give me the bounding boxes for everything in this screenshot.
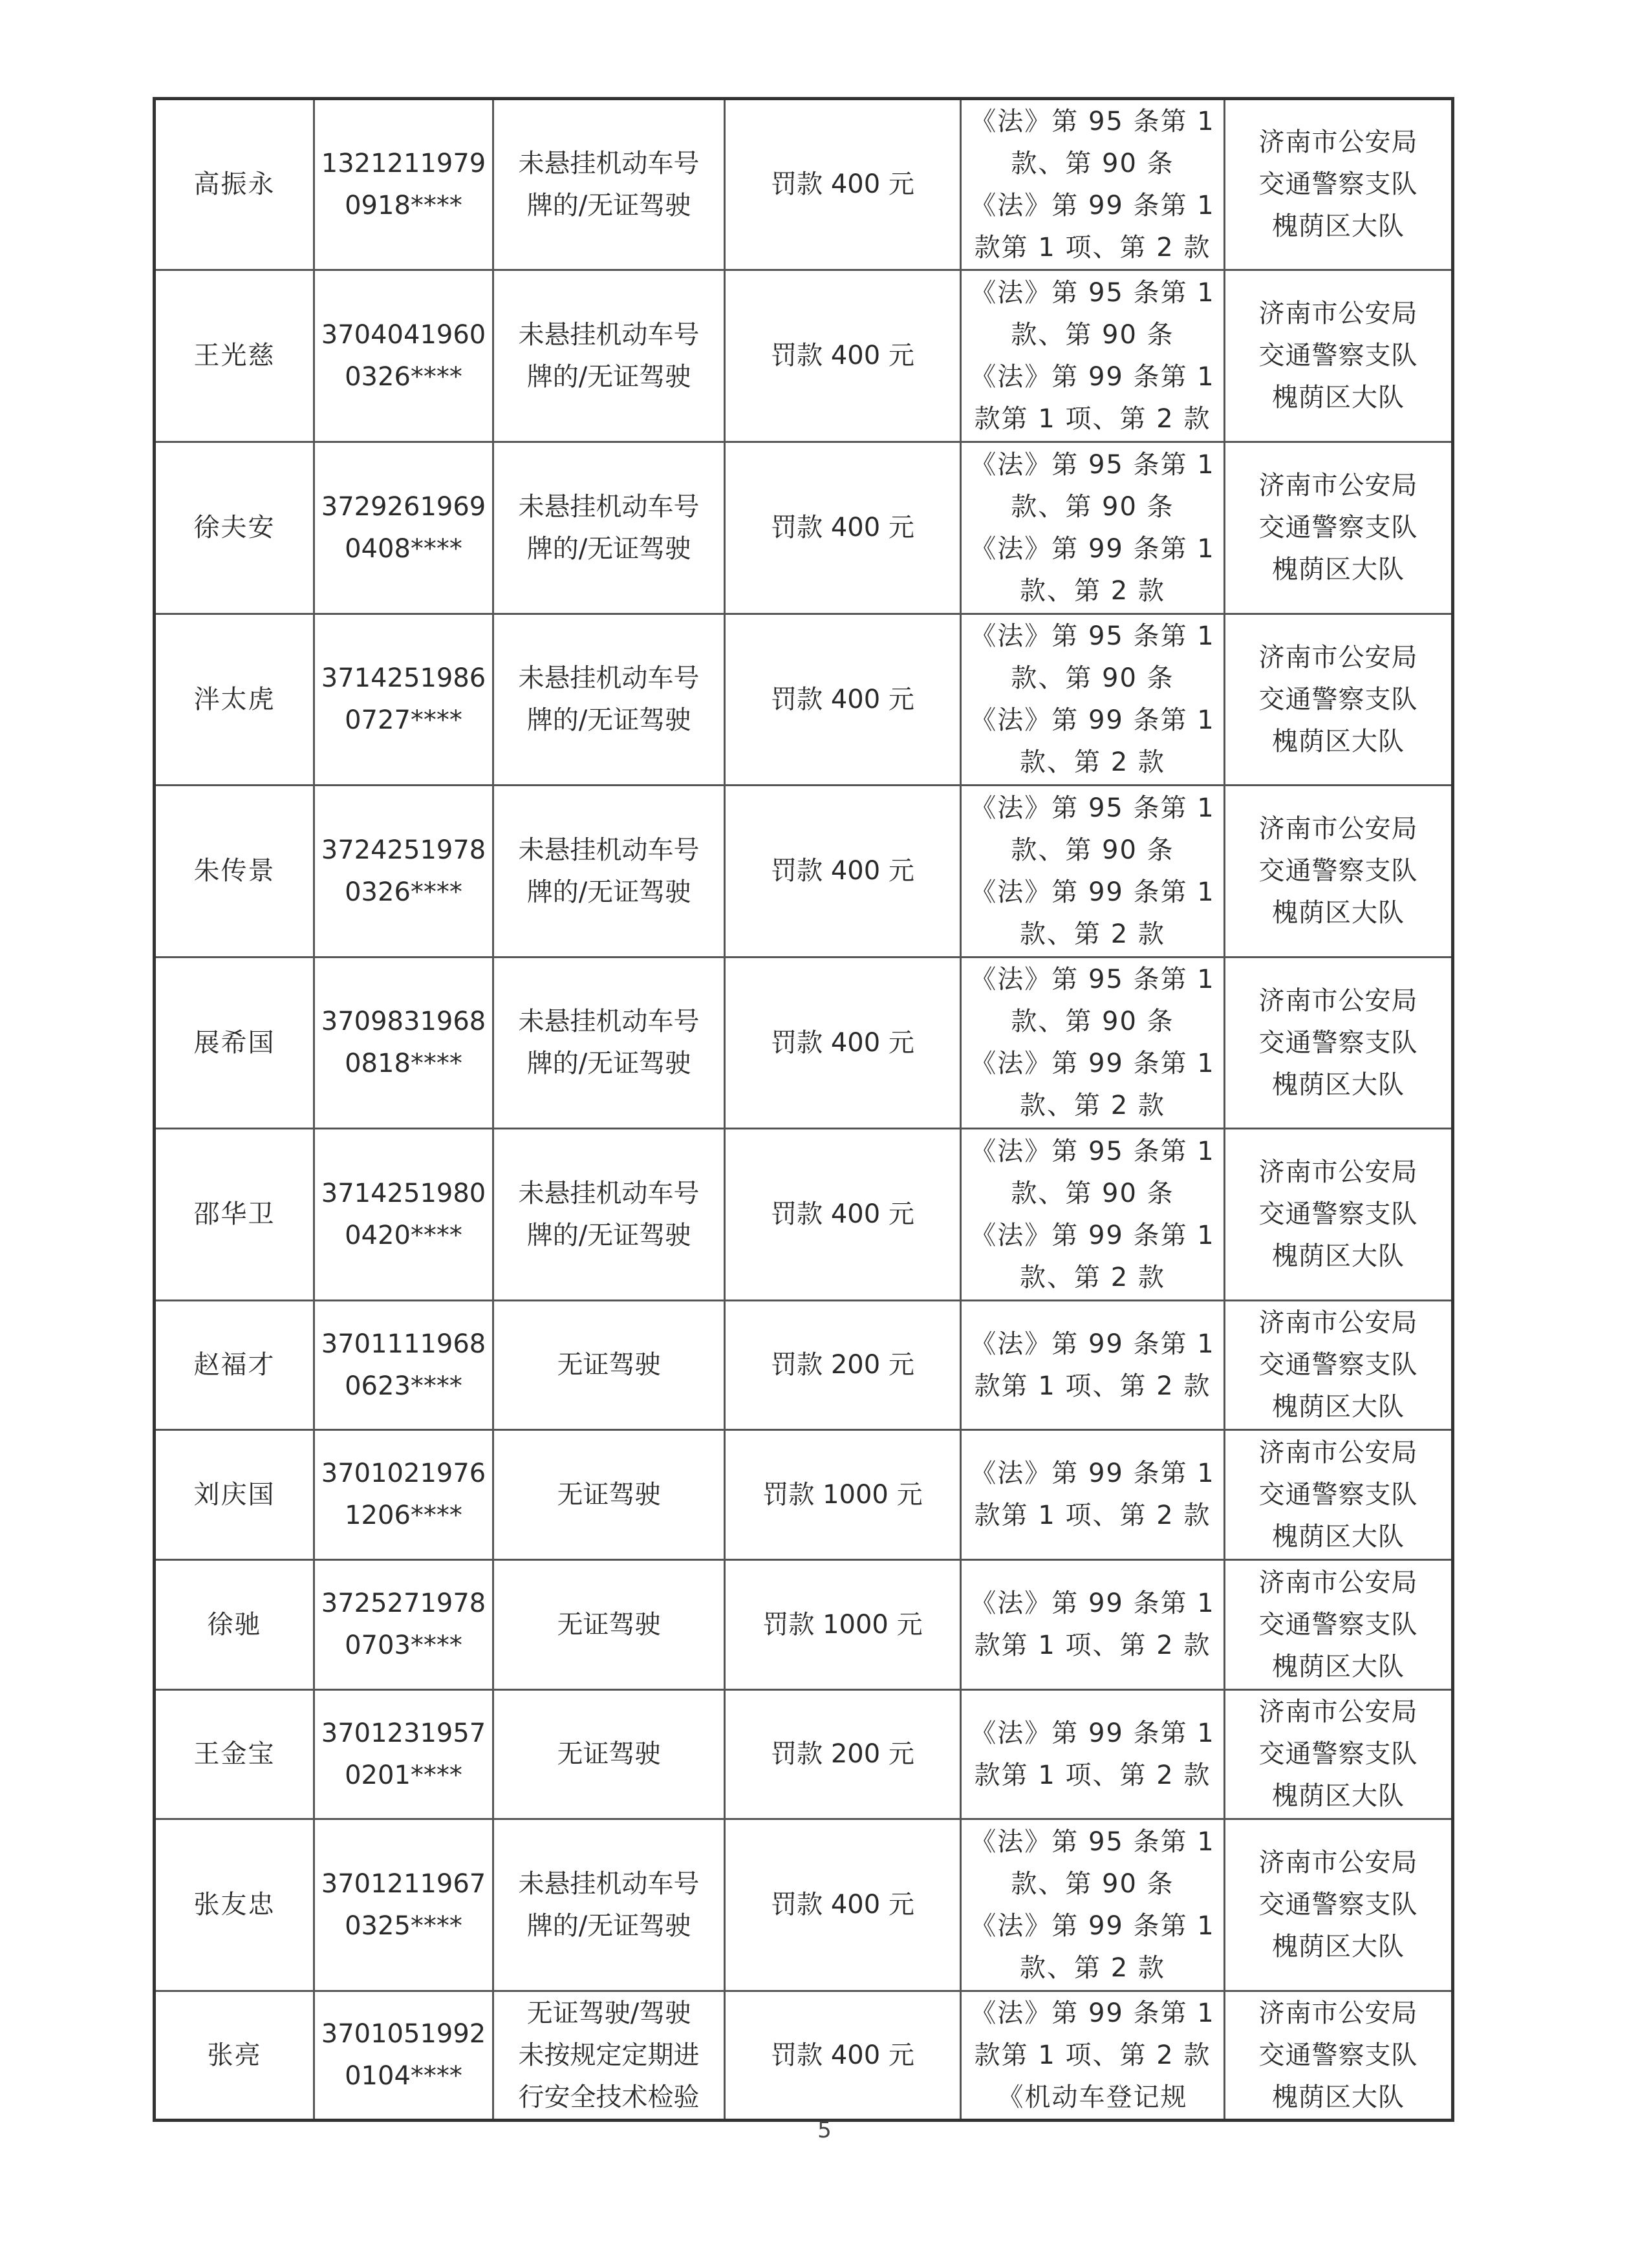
legal-basis-cell-line: 《法》第 99 条第 1	[970, 705, 1215, 735]
legal-basis-cell-line: 款、第 90 条	[1011, 1007, 1174, 1036]
violation-cell-line: 无证驾驶	[557, 1350, 661, 1380]
id-number-cell-line: 0104****	[345, 2061, 462, 2091]
violation-cell-line: 未悬挂机动车号	[518, 835, 700, 865]
id-number-cell-line: 0326****	[345, 361, 462, 392]
penalty-cell: 罚款 400 元	[725, 786, 961, 957]
id-number-cell	[314, 1819, 493, 1991]
legal-basis-cell-line: 《法》第 99 条第 1	[970, 1459, 1215, 1488]
authority-cell-line: 槐荫区大队	[1272, 2082, 1405, 2112]
violation-cell	[493, 1690, 725, 1819]
legal-basis-cell-line: 《法》第 95 条第 1	[970, 1136, 1215, 1166]
violation-cell	[493, 1819, 725, 1991]
authority-cell-line: 交通警察支队	[1258, 1890, 1418, 1920]
id-number-cell-line: 0325****	[345, 1910, 462, 1941]
page-number: 5	[817, 2117, 832, 2143]
name-cell: 徐夫安	[155, 442, 314, 614]
authority-cell	[1225, 442, 1453, 614]
legal-basis-cell-line: 款、第 2 款	[1020, 575, 1165, 606]
legal-basis-cell-line: 款、第 90 条	[1011, 148, 1174, 178]
authority-cell-line: 济南市公安局	[1258, 642, 1418, 672]
authority-cell-line: 济南市公安局	[1258, 127, 1418, 157]
authority-cell	[1225, 99, 1453, 270]
authority-cell	[1225, 1819, 1453, 1991]
id-number-cell-line: 0408****	[345, 533, 462, 564]
name-cell: 朱传景	[155, 786, 314, 957]
id-number-cell	[314, 1301, 493, 1430]
id-number-cell-line: 0918****	[345, 190, 462, 220]
penalty-cell: 罚款 400 元	[725, 442, 961, 614]
id-number-cell-line: 0703****	[345, 1631, 462, 1660]
legal-basis-cell-line: 款、第 90 条	[1011, 1868, 1174, 1899]
table-row	[155, 442, 1453, 614]
penalty-cell: 罚款 400 元	[725, 1129, 961, 1301]
penalty-table-body	[155, 99, 1453, 2121]
legal-basis-cell-line: 《法》第 99 条第 1	[970, 877, 1215, 907]
violation-cell	[493, 1430, 725, 1560]
legal-basis-cell	[961, 1819, 1225, 1991]
table-row	[155, 614, 1453, 786]
legal-basis-cell-line: 款、第 2 款	[1020, 747, 1165, 777]
legal-basis-cell-line: 款、第 2 款	[1020, 1262, 1165, 1292]
authority-cell-line: 交通警察支队	[1258, 684, 1418, 714]
legal-basis-cell-line: 款、第 90 条	[1011, 835, 1174, 865]
table-row	[155, 1430, 1453, 1560]
authority-cell	[1225, 957, 1453, 1129]
authority-cell-line: 槐荫区大队	[1272, 726, 1405, 756]
penalty-cell: 罚款 400 元	[725, 1991, 961, 2121]
id-number-cell-line: 0727****	[345, 705, 462, 735]
legal-basis-cell-line: 款第 1 项、第 2 款	[974, 1501, 1211, 1530]
table-row	[155, 1129, 1453, 1301]
legal-basis-cell-line: 《法》第 99 条第 1	[970, 190, 1215, 220]
table-row	[155, 957, 1453, 1129]
id-number-cell-line: 3701231957	[321, 1718, 486, 1748]
id-number-cell-line: 3725271978	[321, 1589, 486, 1618]
table-row	[155, 1560, 1453, 1690]
legal-basis-cell-line: 《机动车登记规	[997, 2082, 1188, 2112]
violation-cell	[493, 786, 725, 957]
id-number-cell-line: 0818****	[345, 1049, 462, 1078]
violation-cell-line: 未悬挂机动车号	[518, 491, 700, 522]
authority-cell-line: 交通警察支队	[1258, 1479, 1418, 1510]
authority-cell	[1225, 1991, 1453, 2121]
legal-basis-cell-line: 《法》第 95 条第 1	[970, 965, 1215, 994]
name-cell: 王光慈	[155, 270, 314, 442]
violation-cell-line: 牌的/无证驾驶	[526, 190, 691, 220]
authority-cell-line: 交通警察支队	[1258, 1609, 1418, 1640]
penalty-cell: 罚款 400 元	[725, 957, 961, 1129]
authority-cell-line: 交通警察支队	[1258, 513, 1418, 542]
authority-cell-line: 济南市公安局	[1258, 814, 1418, 844]
authority-cell	[1225, 1129, 1453, 1301]
penalty-cell: 罚款 200 元	[725, 1690, 961, 1819]
id-number-cell-line: 3701021976	[321, 1459, 486, 1488]
legal-basis-cell	[961, 1991, 1225, 2121]
authority-cell-line: 交通警察支队	[1258, 856, 1418, 886]
id-number-cell-line: 1206****	[345, 1501, 462, 1530]
authority-cell-line: 济南市公安局	[1258, 1308, 1418, 1338]
id-number-cell-line: 3709831968	[321, 1007, 486, 1036]
penalty-cell: 罚款 400 元	[725, 270, 961, 442]
table-row	[155, 99, 1453, 270]
authority-cell-line: 槐荫区大队	[1272, 898, 1405, 928]
authority-cell-line: 槐荫区大队	[1272, 1392, 1405, 1422]
authority-cell-line: 槐荫区大队	[1272, 1521, 1405, 1552]
violation-cell-line: 牌的/无证驾驶	[526, 1220, 691, 1250]
violation-cell	[493, 614, 725, 786]
id-number-cell-line: 0420****	[345, 1220, 462, 1250]
table-row	[155, 1301, 1453, 1430]
legal-basis-cell-line: 款第 1 项、第 2 款	[974, 1631, 1211, 1660]
authority-cell	[1225, 1690, 1453, 1819]
table-row	[155, 1690, 1453, 1819]
violation-cell-line: 无证驾驶	[557, 1739, 661, 1769]
id-number-cell	[314, 786, 493, 957]
legal-basis-cell-line: 《法》第 99 条第 1	[970, 1220, 1215, 1250]
name-cell: 赵福才	[155, 1301, 314, 1430]
legal-basis-cell-line: 款、第 90 条	[1011, 319, 1174, 350]
authority-cell-line: 济南市公安局	[1258, 1157, 1418, 1187]
legal-basis-cell	[961, 1690, 1225, 1819]
authority-cell-line: 交通警察支队	[1258, 1350, 1418, 1380]
authority-cell-line: 交通警察支队	[1258, 169, 1418, 199]
id-number-cell-line: 3701051992	[321, 2019, 486, 2049]
legal-basis-cell-line: 款、第 2 款	[1020, 919, 1165, 949]
authority-cell-line: 交通警察支队	[1258, 341, 1418, 370]
legal-basis-cell-line: 《法》第 95 条第 1	[970, 106, 1215, 136]
authority-cell-line: 济南市公安局	[1258, 1848, 1418, 1878]
violation-cell	[493, 1991, 725, 2121]
id-number-cell-line: 0623****	[345, 1371, 462, 1401]
legal-basis-cell	[961, 1129, 1225, 1301]
legal-basis-cell-line: 款、第 90 条	[1011, 1178, 1174, 1208]
authority-cell-line: 济南市公安局	[1258, 471, 1418, 500]
authority-cell-line: 济南市公安局	[1258, 985, 1418, 1016]
legal-basis-cell-line: 款、第 90 条	[1011, 663, 1174, 693]
violation-cell-line: 牌的/无证驾驶	[526, 705, 691, 735]
legal-basis-cell-line: 《法》第 95 条第 1	[970, 449, 1215, 480]
violation-cell-line: 未悬挂机动车号	[518, 148, 700, 178]
authority-cell-line: 济南市公安局	[1258, 1697, 1418, 1727]
name-cell: 邵华卫	[155, 1129, 314, 1301]
id-number-cell	[314, 442, 493, 614]
authority-cell-line: 济南市公安局	[1258, 299, 1418, 328]
legal-basis-cell-line: 《法》第 95 条第 1	[970, 793, 1215, 823]
legal-basis-cell-line: 《法》第 95 条第 1	[970, 1826, 1215, 1857]
authority-cell	[1225, 1301, 1453, 1430]
penalty-cell: 罚款 400 元	[725, 99, 961, 270]
legal-basis-cell-line: 《法》第 99 条第 1	[970, 1589, 1215, 1618]
authority-cell-line: 槐荫区大队	[1272, 211, 1405, 241]
authority-cell-line: 槐荫区大队	[1272, 1781, 1405, 1811]
penalty-table	[153, 97, 1454, 2122]
penalty-table-page	[153, 97, 1451, 2122]
violation-cell-line: 未悬挂机动车号	[518, 663, 700, 693]
authority-cell-line: 交通警察支队	[1258, 2040, 1418, 2070]
violation-cell-line: 牌的/无证驾驶	[526, 533, 691, 564]
table-row	[155, 270, 1453, 442]
legal-basis-cell-line: 《法》第 99 条第 1	[970, 1329, 1215, 1359]
id-number-cell-line: 0201****	[345, 1760, 462, 1790]
table-row	[155, 1819, 1453, 1991]
id-number-cell	[314, 1560, 493, 1690]
id-number-cell-line: 1321211979	[321, 148, 486, 178]
violation-cell	[493, 270, 725, 442]
violation-cell	[493, 1560, 725, 1690]
name-cell: 展希国	[155, 957, 314, 1129]
authority-cell-line: 槐荫区大队	[1272, 383, 1405, 412]
authority-cell	[1225, 1430, 1453, 1560]
violation-cell-line: 无证驾驶/驾驶	[526, 1998, 691, 2028]
legal-basis-cell-line: 《法》第 99 条第 1	[970, 1998, 1215, 2028]
authority-cell-line: 济南市公安局	[1258, 1998, 1418, 2028]
legal-basis-cell-line: 《法》第 95 条第 1	[970, 621, 1215, 651]
id-number-cell	[314, 614, 493, 786]
violation-cell-line: 牌的/无证驾驶	[526, 361, 691, 392]
id-number-cell	[314, 1991, 493, 2121]
legal-basis-cell-line: 款、第 2 款	[1020, 1952, 1165, 1983]
name-cell: 王金宝	[155, 1690, 314, 1819]
id-number-cell	[314, 1690, 493, 1819]
violation-cell-line: 牌的/无证驾驶	[526, 1910, 691, 1941]
legal-basis-cell	[961, 1560, 1225, 1690]
penalty-cell: 罚款 200 元	[725, 1301, 961, 1430]
name-cell: 张友忠	[155, 1819, 314, 1991]
legal-basis-cell	[961, 614, 1225, 786]
legal-basis-cell-line: 《法》第 99 条第 1	[970, 361, 1215, 392]
authority-cell-line: 槐荫区大队	[1272, 555, 1405, 584]
violation-cell	[493, 442, 725, 614]
violation-cell	[493, 1301, 725, 1430]
name-cell: 徐驰	[155, 1560, 314, 1690]
id-number-cell-line: 3704041960	[321, 319, 486, 350]
id-number-cell	[314, 1430, 493, 1560]
authority-cell-line: 槐荫区大队	[1272, 1069, 1405, 1100]
legal-basis-cell-line: 《法》第 99 条第 1	[970, 533, 1215, 564]
name-cell: 泮太虎	[155, 614, 314, 786]
authority-cell-line: 槐荫区大队	[1272, 1241, 1405, 1271]
legal-basis-cell-line: 款第 1 项、第 2 款	[974, 232, 1211, 262]
id-number-cell	[314, 1129, 493, 1301]
legal-basis-cell	[961, 957, 1225, 1129]
id-number-cell-line: 3714251986	[321, 663, 486, 693]
legal-basis-cell-line: 款第 1 项、第 2 款	[974, 1371, 1211, 1401]
violation-cell	[493, 1129, 725, 1301]
id-number-cell-line: 3714251980	[321, 1178, 486, 1208]
table-row	[155, 1991, 1453, 2121]
violation-cell-line: 无证驾驶	[557, 1609, 661, 1640]
violation-cell-line: 未悬挂机动车号	[518, 1178, 700, 1208]
authority-cell	[1225, 614, 1453, 786]
id-number-cell-line: 0326****	[345, 877, 462, 907]
violation-cell	[493, 99, 725, 270]
legal-basis-cell-line: 《法》第 95 条第 1	[970, 277, 1215, 308]
legal-basis-cell-line: 《法》第 99 条第 1	[970, 1049, 1215, 1078]
violation-cell-line: 未按规定定期进	[518, 2040, 700, 2070]
violation-cell	[493, 957, 725, 1129]
violation-cell-line: 牌的/无证驾驶	[526, 877, 691, 907]
legal-basis-cell	[961, 1430, 1225, 1560]
legal-basis-cell-line: 《法》第 99 条第 1	[970, 1910, 1215, 1941]
penalty-cell: 罚款 1000 元	[725, 1560, 961, 1690]
violation-cell-line: 行安全技术检验	[518, 2082, 700, 2112]
id-number-cell-line: 3701111968	[321, 1329, 486, 1359]
penalty-cell: 罚款 1000 元	[725, 1430, 961, 1560]
id-number-cell	[314, 957, 493, 1129]
table-row	[155, 786, 1453, 957]
authority-cell	[1225, 1560, 1453, 1690]
id-number-cell	[314, 270, 493, 442]
legal-basis-cell	[961, 442, 1225, 614]
name-cell: 张亮	[155, 1991, 314, 2121]
legal-basis-cell	[961, 786, 1225, 957]
authority-cell-line: 济南市公安局	[1258, 1437, 1418, 1468]
name-cell: 刘庆国	[155, 1430, 314, 1560]
legal-basis-cell	[961, 99, 1225, 270]
legal-basis-cell-line: 《法》第 99 条第 1	[970, 1718, 1215, 1748]
legal-basis-cell-line: 款第 1 项、第 2 款	[974, 1760, 1211, 1790]
violation-cell-line: 未悬挂机动车号	[518, 1007, 700, 1036]
authority-cell-line: 槐荫区大队	[1272, 1651, 1405, 1682]
legal-basis-cell	[961, 1301, 1225, 1430]
id-number-cell-line: 3701211967	[321, 1868, 486, 1899]
legal-basis-cell	[961, 270, 1225, 442]
legal-basis-cell-line: 款、第 2 款	[1020, 1091, 1165, 1120]
penalty-cell: 罚款 400 元	[725, 1819, 961, 1991]
penalty-cell: 罚款 400 元	[725, 614, 961, 786]
legal-basis-cell-line: 款第 1 项、第 2 款	[974, 403, 1211, 434]
violation-cell-line: 无证驾驶	[557, 1479, 661, 1510]
authority-cell	[1225, 270, 1453, 442]
id-number-cell	[314, 99, 493, 270]
authority-cell	[1225, 786, 1453, 957]
authority-cell-line: 交通警察支队	[1258, 1199, 1418, 1229]
violation-cell-line: 未悬挂机动车号	[518, 1868, 700, 1899]
violation-cell-line: 未悬挂机动车号	[518, 319, 700, 350]
authority-cell-line: 济南市公安局	[1258, 1567, 1418, 1598]
id-number-cell-line: 3729261969	[321, 491, 486, 522]
authority-cell-line: 槐荫区大队	[1272, 1932, 1405, 1962]
legal-basis-cell-line: 款、第 90 条	[1011, 491, 1174, 522]
legal-basis-cell-line: 款第 1 项、第 2 款	[974, 2040, 1211, 2070]
violation-cell-line: 牌的/无证驾驶	[526, 1049, 691, 1078]
id-number-cell-line: 3724251978	[321, 835, 486, 865]
authority-cell-line: 交通警察支队	[1258, 1027, 1418, 1058]
name-cell: 高振永	[155, 99, 314, 270]
authority-cell-line: 交通警察支队	[1258, 1739, 1418, 1769]
